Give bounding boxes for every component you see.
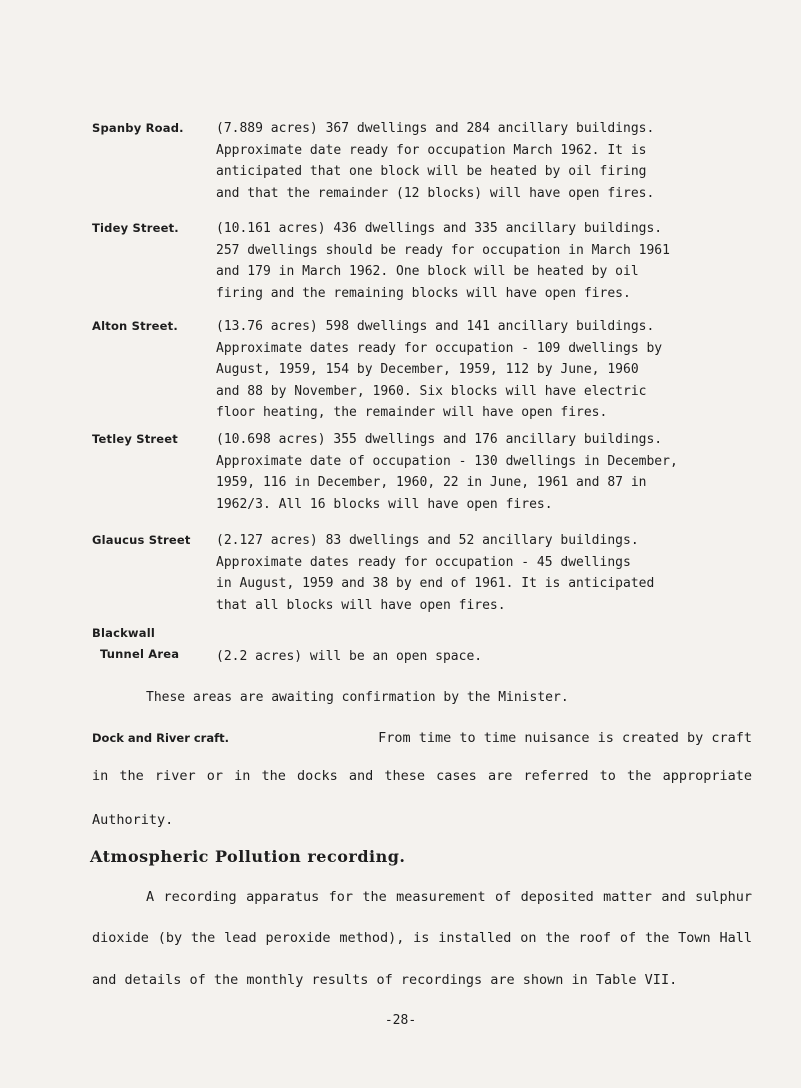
- description-line: firing and the remaining blocks will have open fires.: [216, 285, 631, 301]
- description-line: (2.2 acres) will be an open space.: [216, 649, 483, 664]
- atmospheric-line: [146, 889, 752, 905]
- description-line: August, 1959, 154 by December, 1959, 112 by June, 1960: [216, 362, 639, 377]
- entry-description: [216, 646, 686, 668]
- atmospheric-line: [92, 930, 752, 946]
- description-line: that all blocks will have open fires.: [216, 597, 506, 613]
- entry-label: Spanby Road.: [92, 121, 184, 135]
- dock-line: From time to time nuisance is created by craft: [378, 730, 752, 746]
- description-line: and 179 in March 1962. One block will be heated by oil: [216, 264, 639, 279]
- entry-label: [92, 623, 179, 665]
- entry-label-line: Blackwall: [92, 626, 156, 640]
- dock-paragraph-line-1: [92, 730, 752, 746]
- entry-label: Tidey Street.: [92, 221, 179, 235]
- atmospheric-line-text: A recording apparatus for the measurement of deposited matter and sulphur: [146, 889, 752, 905]
- description-line: (10.698 acres) 355 dwellings and 176 ancillary buildings.: [216, 432, 663, 447]
- description-line: 257 dwellings should be ready for occupation in March 1961: [216, 242, 670, 258]
- dock-heading: Dock and River craft.: [92, 731, 229, 745]
- entry-description: [216, 218, 686, 304]
- description-line: Approximate date ready for occupation March 1962. It is: [216, 142, 647, 158]
- description-line: and that the remainder (12 blocks) will have open fires.: [216, 185, 655, 201]
- description-line: (2.127 acres) 83 dwellings and 52 ancillary buildings.: [216, 533, 639, 548]
- confirmation-note: These areas are awaiting confirmation by the Minister.: [146, 690, 569, 705]
- entry-label-line: Tunnel Area: [100, 647, 180, 661]
- description-line: Approximate date of occupation - 130 dwellings in December,: [216, 453, 678, 469]
- dock-line: in the river or in the docks and these cases are referred to the appropriate: [92, 768, 752, 784]
- description-line: and 88 by November, 1960. Six blocks will have electric: [216, 383, 647, 399]
- entry-description: [216, 530, 686, 616]
- entry-label: Alton Street.: [92, 319, 178, 333]
- atmospheric-line-text: dioxide (by the lead peroxide method), is installed on the roof of the Town Hall: [92, 930, 752, 946]
- description-line: in August, 1959 and 38 by end of 1961. It is anticipated: [216, 576, 655, 591]
- entry-label: Glaucus Street: [92, 533, 191, 547]
- entry-description: [216, 316, 686, 424]
- description-line: floor heating, the remainder will have open fires.: [216, 405, 608, 420]
- description-line: 1962/3. All 16 blocks will have open fires.: [216, 496, 553, 512]
- description-line: 1959, 116 in December, 1960, 22 in June, 1961 and 87 in: [216, 475, 647, 490]
- section-heading: Atmospheric Pollution recording.: [90, 847, 406, 866]
- page-number: -28-: [384, 1013, 417, 1028]
- dock-paragraph-line-3: Authority.: [92, 812, 174, 828]
- atmospheric-line: and details of the monthly results of recordings are shown in Table VII.: [92, 972, 678, 988]
- dock-paragraph-line-2: [92, 768, 752, 784]
- description-line: (7.889 acres) 367 dwellings and 284 ancillary buildings.: [216, 121, 655, 136]
- description-line: Approximate dates ready for occupation - 45 dwellings: [216, 554, 631, 570]
- entry-description: [216, 429, 686, 515]
- description-line: anticipated that one block will be heated by oil firing: [216, 164, 647, 179]
- description-line: Approximate dates ready for occupation - 109 dwellings by: [216, 340, 663, 356]
- description-line: (10.161 acres) 436 dwellings and 335 ancillary buildings.: [216, 221, 663, 236]
- entry-label: Tetley Street: [92, 432, 179, 446]
- description-line: (13.76 acres) 598 dwellings and 141 ancillary buildings.: [216, 319, 655, 334]
- entry-description: [216, 118, 686, 204]
